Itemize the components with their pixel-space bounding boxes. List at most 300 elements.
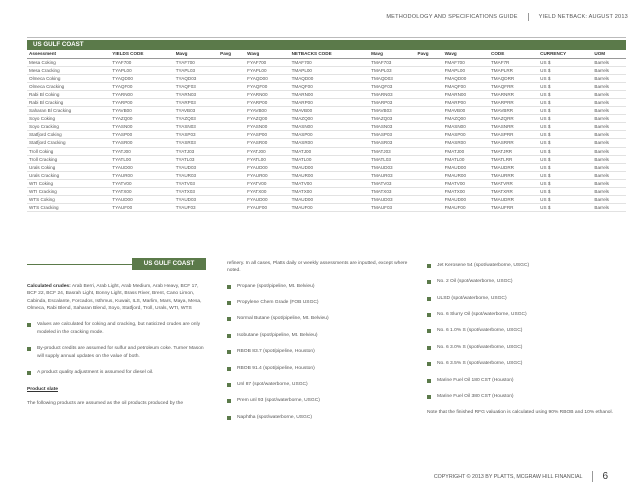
table-row [27,82,626,90]
bullet-square-icon [227,317,231,321]
table-row [27,58,626,66]
table-cell: TYATL00 [110,155,173,163]
table-cell: Barrels [592,171,626,179]
table-cell: TYARP03 [174,98,218,106]
bullet-text: Unl 87 (spot/waterborne, USGC) [237,381,308,387]
table-cell: TMATVRR [489,179,538,187]
table-cell [218,107,245,115]
table-cell: TMASR03 [369,139,415,147]
product-list-continued [427,262,617,400]
table-row [27,188,626,196]
table-cell: Urals Cracking [27,171,110,179]
table-cell: WTS Cracking [27,204,110,212]
table-cell: US $ [538,115,592,123]
column-header: Assessment [27,50,110,58]
table-cell: Barrels [592,188,626,196]
table-cell: Mesa Cracking [27,66,110,74]
product-bullet [227,315,417,322]
table-cell [416,131,443,139]
product-bullet [427,327,617,334]
table-cell: Barrels [592,74,626,82]
table-cell: FYAF700 [245,58,289,66]
table-row [27,66,626,74]
calculated-crudes-paragraph [27,283,205,312]
table-cell: Saharan Bl Cracking [27,107,110,115]
table-cell: TYATX03 [174,188,218,196]
table-cell: WTS Coking [27,196,110,204]
table-cell [416,82,443,90]
column-header: Mavg [174,50,218,58]
table-cell: TMATV00 [290,179,370,187]
bullet-square-icon [227,367,231,371]
table-cell [416,179,443,187]
table-cell: FYAVB00 [245,107,289,115]
table-cell: TMAF703 [369,58,415,66]
bullet-text: Prem unl 93 (spot/waterborne, USGC) [237,398,320,404]
table-cell [218,196,245,204]
column-header: Mavg [369,50,415,58]
bullet-square-icon [27,371,31,375]
table-cell: FMAPL00 [443,66,489,74]
bullet-text: RBOB 83.7 (spot/pipeline, Houston) [237,349,315,355]
table-cell [218,179,245,187]
table-cell: Barrels [592,98,626,106]
table-cell: TMATX03 [369,188,415,196]
product-slate-heading: Product slate [27,387,58,393]
column-header: Wavg [245,50,289,58]
table-cell [218,155,245,163]
table-cell: US $ [538,131,592,139]
table-cell: TMATV03 [369,179,415,187]
bullet-text: Marine Fuel Oil 180 CST (Houston) [437,377,514,383]
product-bullet [227,299,417,306]
table-cell: FYAQD00 [245,74,289,82]
table-cell: TMAVB03 [369,107,415,115]
table-cell: TMAUD00 [290,196,370,204]
table-cell: TYAUF03 [174,204,218,212]
table-cell: FYASR00 [245,139,289,147]
table-cell: TMATL03 [369,155,415,163]
table-cell: TMASP00 [290,131,370,139]
table-cell: TMAPL00 [290,66,370,74]
table-cell: US $ [538,90,592,98]
table-cell [218,147,245,155]
table-row [27,179,626,187]
table-cell: TYATV03 [174,179,218,187]
product-bullet [227,397,417,404]
product-bullet [227,283,417,290]
bullet-square-icon [427,329,431,333]
table-cell: TMAQF03 [369,82,415,90]
left-bullet [27,345,205,360]
bullet-text: Normal Butane (spot/pipeline, Mt. Belvieu) [237,316,329,322]
table-cell: US $ [538,196,592,204]
bullet-square-icon [227,416,231,420]
product-bullet [227,414,417,421]
table-cell: FYAUF00 [245,204,289,212]
table-cell: TMAF7R [489,58,538,66]
table-cell: TMARPRR [489,98,538,106]
product-list [227,283,417,421]
table-cell [218,98,245,106]
product-bullet [227,332,417,339]
bullet-text: By-product credits are assumed for sulfur and petroleum coke. Turner Mason will supply annual updates on the value of both. [37,346,204,359]
bullet-text: Marine Fuel Oil 380 CST (Houston) [437,393,514,399]
table-cell [218,58,245,66]
bullet-square-icon [427,297,431,301]
table-cell: TYATL03 [174,155,218,163]
table-cell: Statfjord Cracking [27,139,110,147]
table-cell: TYARN03 [174,90,218,98]
table-cell: TMAUDRR [489,163,538,171]
table-cell: TMASN03 [369,123,415,131]
table-cell: TMATXRR [489,188,538,196]
table-cell: TMATJ00 [290,147,370,155]
table-cell: TYAF700 [110,58,173,66]
product-bullet [427,377,617,384]
bullet-square-icon [27,323,31,327]
table-cell: FYATJ00 [245,147,289,155]
table-cell [416,139,443,147]
table-cell: TYATJ03 [174,147,218,155]
table-cell: TMARN00 [290,90,370,98]
table-cell: TYAZQ03 [174,115,218,123]
table-cell: TYAPL03 [174,66,218,74]
column-header: Wavg [443,50,489,58]
table-cell: Barrels [592,179,626,187]
table-cell: US $ [538,98,592,106]
table-cell [218,131,245,139]
table-cell: Barrels [592,155,626,163]
bullet-square-icon [227,301,231,305]
table-cell: TYASR00 [110,139,173,147]
rfg-note: Note that the finished RFG valuation is calculated using 90% RBOB and 10% ethanol. [427,410,613,416]
table-cell: TYAZQ00 [110,115,173,123]
table-cell: FYAUD00 [245,196,289,204]
table-cell: Barrels [592,58,626,66]
column-header: UOM [592,50,626,58]
table-cell [416,66,443,74]
table-cell: TMASR00 [290,139,370,147]
table-cell: FMASP00 [443,131,489,139]
middle-column [227,260,417,430]
table-cell [416,147,443,155]
table-cell: TMAUD03 [369,163,415,171]
page-footer [434,471,608,482]
bullet-square-icon [427,264,431,268]
table-cell [416,74,443,82]
table-cell: FMARP00 [443,98,489,106]
table-cell: Barrels [592,147,626,155]
table-cell [416,163,443,171]
bullet-text: No. 6 3.0% S (spot/waterborne, USGC) [437,344,523,350]
bullet-text: Propane (spot/pipeline, Mt. Belvieu) [237,283,315,289]
table-cell: TYAUD03 [174,196,218,204]
table-cell [218,139,245,147]
table-cell: FMASN00 [443,123,489,131]
section-badge: US GULF COAST [132,258,206,270]
table-cell: US $ [538,188,592,196]
column-header: NETBACKS CODE [290,50,370,58]
table-cell [218,204,245,212]
table-row [27,196,626,204]
product-bullet [427,360,617,367]
product-slate-text: The following products are assumed as the oil products produced by the [27,400,184,406]
table-cell: TMASP03 [369,131,415,139]
table-cell [416,58,443,66]
calculated-crudes-label: Calculated crudes: [27,284,71,289]
table-cell: TYAVB00 [110,107,173,115]
table-cell: FYARN00 [245,90,289,98]
table-cell: TYASP03 [174,131,218,139]
table-cell: TMAF700 [290,58,370,66]
table-cell: TYAQD00 [110,74,173,82]
table-cell: FYAUD00 [245,163,289,171]
table-cell: TMAUR00 [290,171,370,179]
table-cell [218,115,245,123]
table-cell: FYATV00 [245,179,289,187]
table-cell: TMAZQRR [489,115,538,123]
table-cell: Olmeca Cracking [27,82,110,90]
table-body [27,58,626,212]
bullet-text: Propylene Chem Grade (FOB USGC) [237,300,319,306]
bullet-text: No. 6 3.5% S (spot/waterborne, USGC) [437,361,523,367]
table-cell: TYAUD00 [110,196,173,204]
table-cell: FMASR00 [443,139,489,147]
table-cell: Mesa Coking [27,58,110,66]
table-header-row [27,50,626,58]
table-cell: Soyo Cracking [27,123,110,131]
table-cell: FMAQF00 [443,82,489,90]
page-header [386,14,628,21]
column-header: Pavg [218,50,245,58]
product-bullet [227,365,417,372]
product-bullet [427,311,617,318]
table-cell: FMAUF00 [443,204,489,212]
bullet-text: No. 2 Oil (spot/waterborne, USGC) [437,279,513,285]
table-row [27,171,626,179]
header-section-title: YIELD NETBACK: AUGUST 2013 [538,14,628,20]
table-cell: TYAQD03 [174,74,218,82]
bullet-text: RBOB 91.4 (spot/pipeline, Houston) [237,365,315,371]
bullet-text: ULSD (spot/waterborne, USGC) [437,295,507,301]
table-cell: Barrels [592,66,626,74]
table-cell: TMAQF00 [290,82,370,90]
table-cell: TMAUD03 [369,196,415,204]
table-title-bar [27,40,626,50]
table-cell: FYASN00 [245,123,289,131]
table-cell [218,90,245,98]
bullet-text: Naphtha (spot/waterborne, USGC) [237,414,313,420]
table-cell: TMASNRR [489,123,538,131]
table-row [27,90,626,98]
table-cell [218,66,245,74]
table-cell [218,171,245,179]
table-cell: TYASP00 [110,131,173,139]
table-cell: US $ [538,163,592,171]
table-row [27,204,626,212]
table-cell: Barrels [592,131,626,139]
table-cell: TMARNRR [489,90,538,98]
table-row [27,107,626,115]
bullet-square-icon [427,280,431,284]
table-cell: Rabi Bl Cracking [27,98,110,106]
left-bullet [27,321,205,336]
product-bullet [427,344,617,351]
table-cell: TMATX00 [290,188,370,196]
bullet-square-icon [227,383,231,387]
table-cell: TYASR03 [174,139,218,147]
table-cell: FMATL00 [443,155,489,163]
table-cell [416,90,443,98]
table-cell: Rabi Bl Coking [27,90,110,98]
table-cell: TMAPL03 [369,66,415,74]
bullet-square-icon [27,347,31,351]
table-cell: Barrels [592,82,626,90]
table-cell: TMAZQ00 [290,115,370,123]
table-cell [416,155,443,163]
right-column [427,262,617,417]
table-cell: TMAVBRR [489,107,538,115]
table-cell [218,188,245,196]
table-cell: Barrels [592,196,626,204]
table-cell: TYASN03 [174,123,218,131]
table-cell: WTI Coking [27,179,110,187]
table-cell: FYATX00 [245,188,289,196]
table-cell: Urals Coking [27,163,110,171]
table-cell: TMARN03 [369,90,415,98]
table-cell: TMAQD03 [369,74,415,82]
table-cell: TYARP00 [110,98,173,106]
table-cell: TMARP03 [369,98,415,106]
table-cell: TMAQD00 [290,74,370,82]
bullet-square-icon [227,350,231,354]
table-cell: US $ [538,155,592,163]
table-cell: FMAUD00 [443,163,489,171]
header-rule [27,37,626,38]
product-bullet [427,262,617,269]
table-cell: TMATJRR [489,147,538,155]
table-cell: TYAQF03 [174,82,218,90]
table-cell: FMATX00 [443,188,489,196]
table-cell: US $ [538,82,592,90]
table-cell [218,74,245,82]
table-cell: TYAUR00 [110,171,173,179]
table-cell: FMATV00 [443,179,489,187]
table-cell [416,115,443,123]
table-cell: TMAQDRR [489,74,538,82]
left-bullet [27,369,205,376]
refinery-intro: refinery. In all cases, Platts daily or weekly assessments are inputted, except where noted. [227,261,408,274]
table-cell [416,188,443,196]
table-cell [416,171,443,179]
table-cell: Troll Cracking [27,155,110,163]
table-cell: US $ [538,107,592,115]
table-cell: WTI Cracking [27,188,110,196]
table-row [27,155,626,163]
table-cell: FYAZQ00 [245,115,289,123]
table-cell: US $ [538,74,592,82]
bullet-text: A product quality adjustment is assumed for diesel oil. [37,369,154,375]
table-row [27,139,626,147]
table-row [27,131,626,139]
table-cell: FYATL00 [245,155,289,163]
table-cell: TYASN00 [110,123,173,131]
table-cell: FYASP00 [245,131,289,139]
table-cell: TYAQF00 [110,82,173,90]
table-cell: TYATX00 [110,188,173,196]
table-cell: TMAUF03 [369,204,415,212]
table-cell: US $ [538,171,592,179]
table-cell: TMAVB00 [290,107,370,115]
bullet-square-icon [227,285,231,289]
table-cell: TMAUFRR [489,204,538,212]
table-cell: TMAUDRR [489,196,538,204]
table-cell: Olmeca Coking [27,74,110,82]
table-cell: TYAF700 [174,58,218,66]
table-cell: TMAUR03 [369,171,415,179]
table-cell: FYAPL00 [245,66,289,74]
table-cell: FMAUR00 [443,171,489,179]
table-cell: TYAPL00 [110,66,173,74]
product-bullet [427,295,617,302]
table-cell: TYAUR03 [174,171,218,179]
bullet-square-icon [227,334,231,338]
table-cell: Barrels [592,90,626,98]
header-guide-title: METHODOLOGY AND SPECIFICATIONS GUIDE [386,14,518,20]
column-header: Pavg [416,50,443,58]
table-cell: US $ [538,139,592,147]
table-cell: TMASPRR [489,131,538,139]
bullet-text: No. 6 1.0% S (spot/waterborne, USGC) [437,328,523,334]
bullet-square-icon [427,362,431,366]
table-cell: TYAVB03 [174,107,218,115]
table-cell: US $ [538,123,592,131]
table-cell: FMAUD00 [443,196,489,204]
bullet-square-icon [227,399,231,403]
column-header: YIELDS CODE [110,50,173,58]
table-cell: TMAQFRR [489,82,538,90]
table-cell: FMAZQ00 [443,115,489,123]
bullet-text: No. 6 Slurry Oil (spot/waterborne, USGC) [437,312,527,318]
table-cell [218,82,245,90]
product-bullet [227,381,417,388]
table-cell [416,107,443,115]
table-cell [416,123,443,131]
table-cell: FMARN00 [443,90,489,98]
page-number: 6 [592,471,608,482]
table-cell [416,204,443,212]
table-cell: TMARP00 [290,98,370,106]
table-title: US GULF COAST [33,41,84,48]
table-row [27,74,626,82]
table-cell: US $ [538,147,592,155]
table-cell: TYARN00 [110,90,173,98]
table-row [27,115,626,123]
table-cell: Barrels [592,163,626,171]
table-cell: TYATV00 [110,179,173,187]
table-cell: FYAUR00 [245,171,289,179]
table-cell: TMAPLRR [489,66,538,74]
copyright-text: COPYRIGHT © 2013 BY PLATTS, MCGRAW HILL FINANCIAL [433,473,583,480]
table-cell [416,98,443,106]
table-cell: TYAUF00 [110,204,173,212]
table-cell: FMAVB00 [443,107,489,115]
product-bullet [427,278,617,285]
table-cell: FMATJ00 [443,147,489,155]
table-cell: TMASN00 [290,123,370,131]
table-cell: Barrels [592,123,626,131]
